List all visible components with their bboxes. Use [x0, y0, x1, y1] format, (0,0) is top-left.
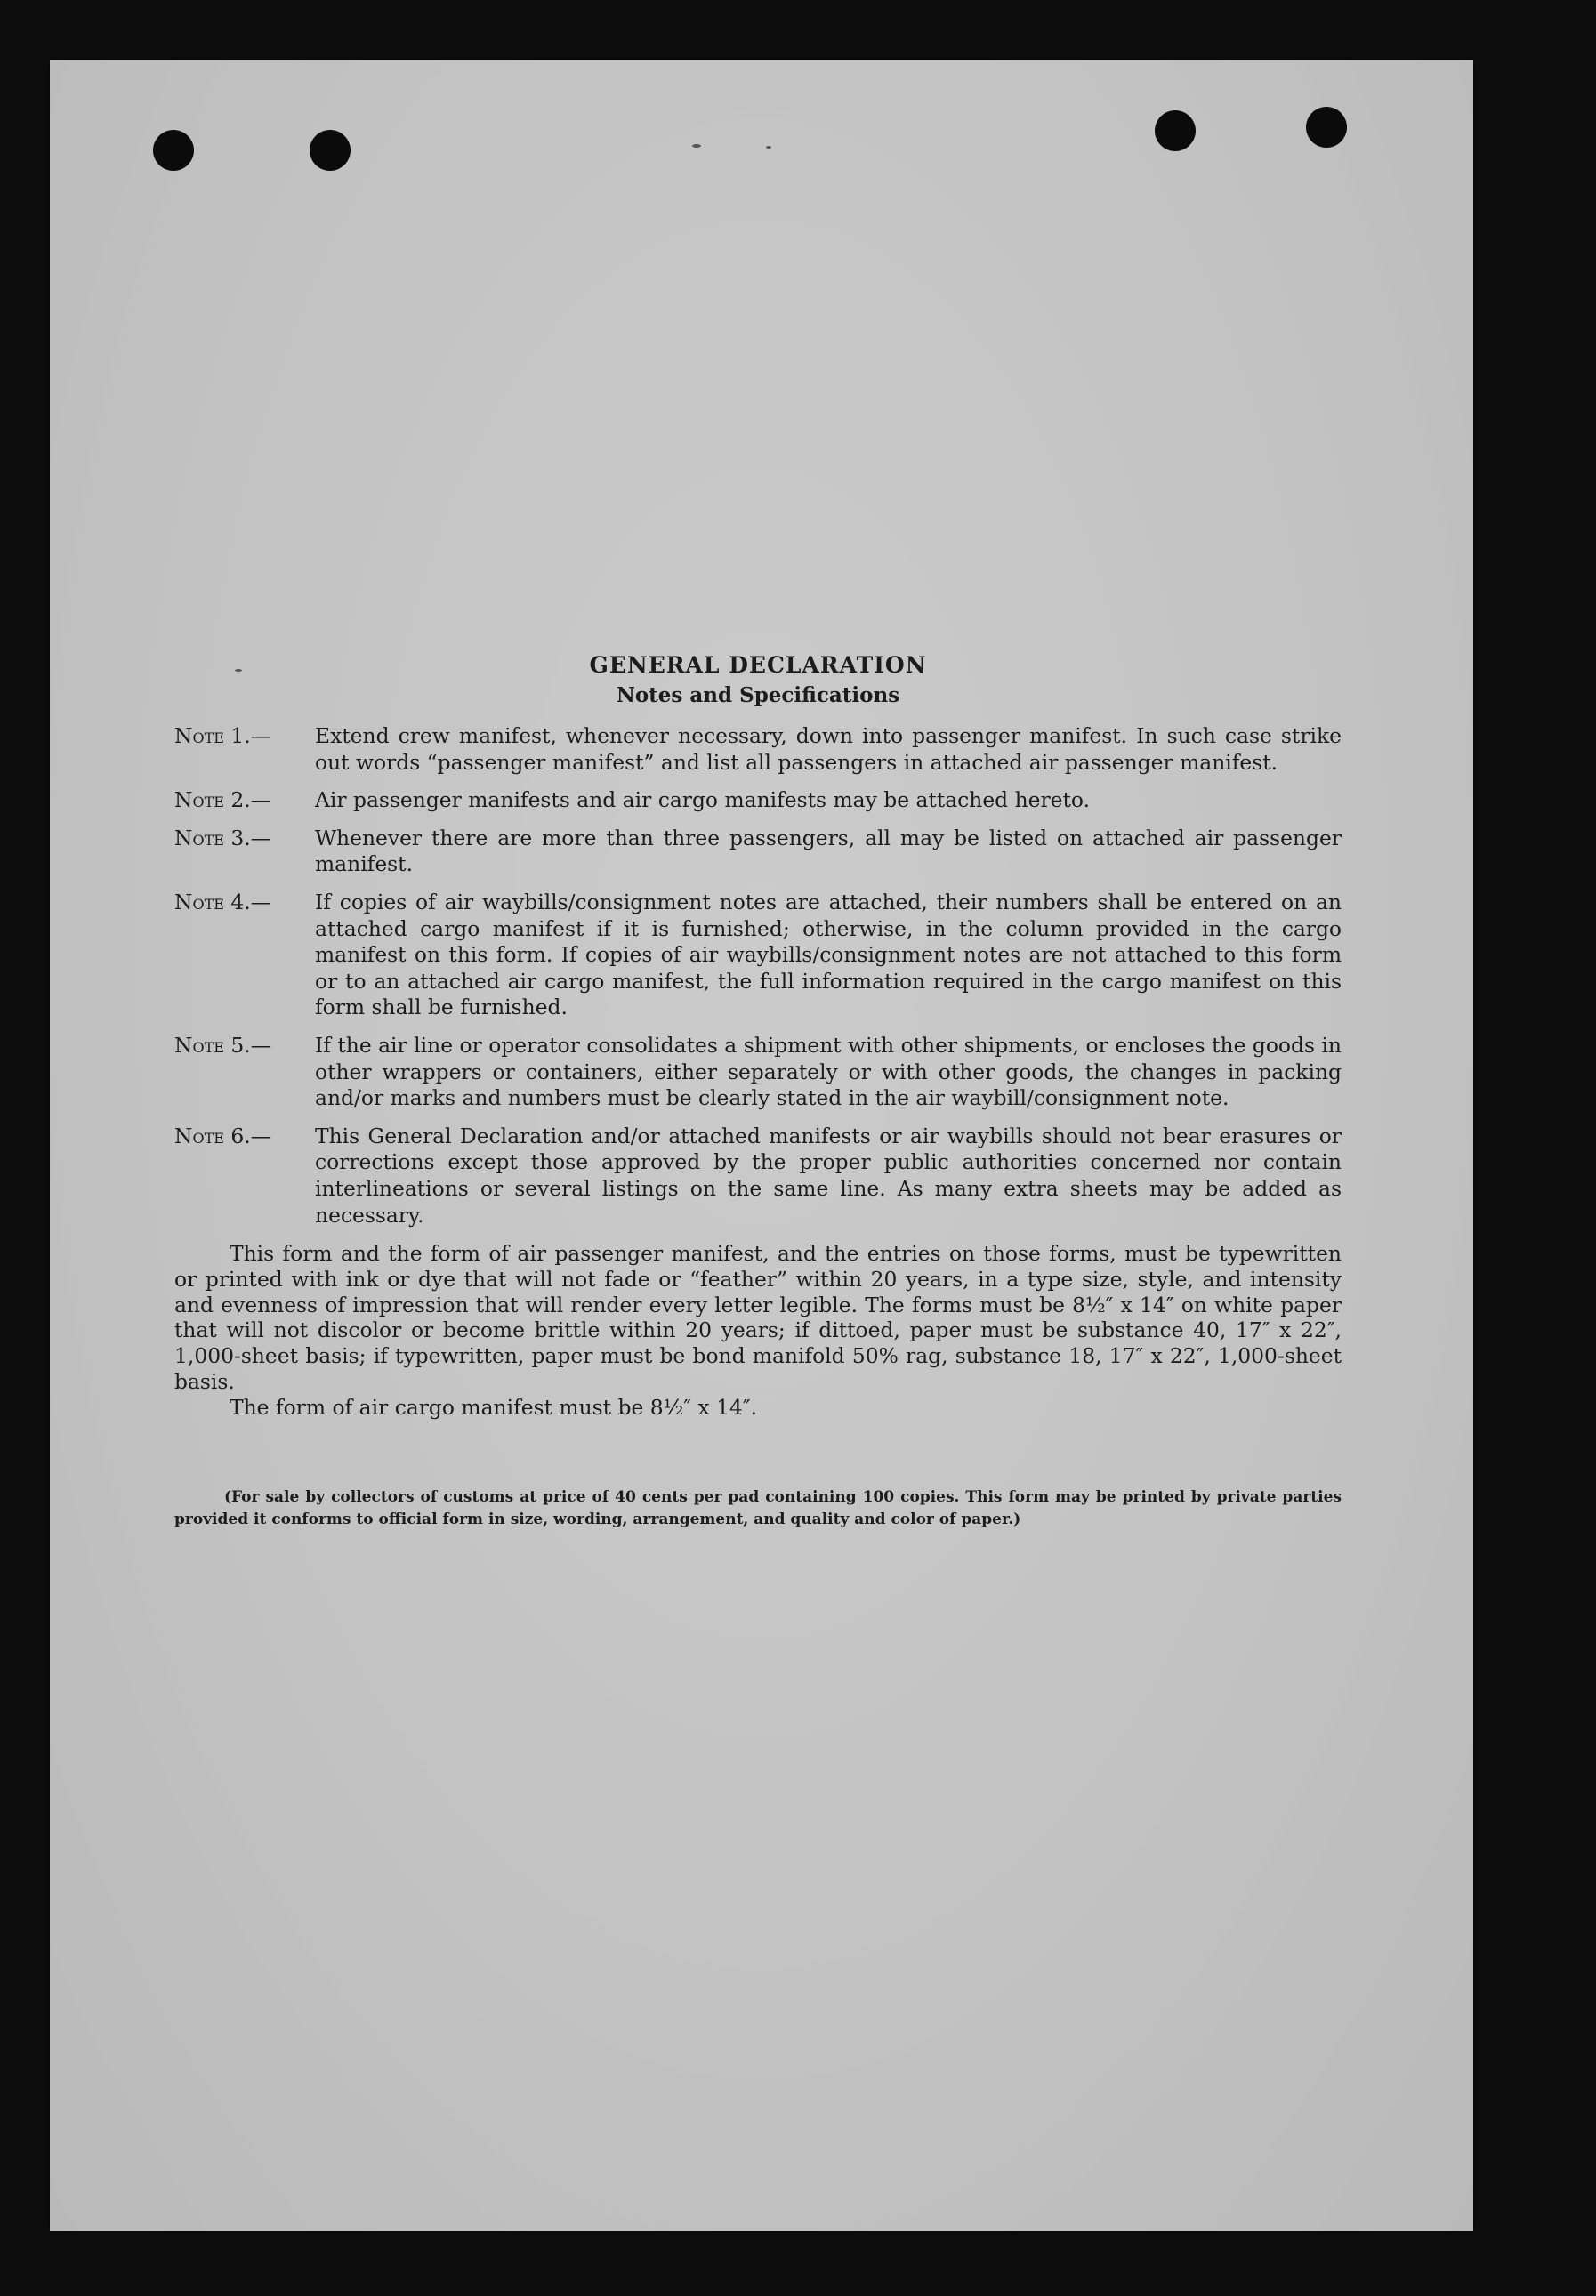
note-label: Note 3.—	[174, 825, 272, 850]
note-2	[174, 787, 1342, 814]
document-title: GENERAL DECLARATION	[589, 652, 927, 678]
note-3	[174, 826, 1342, 878]
document-page	[50, 60, 1473, 2231]
note-6	[174, 1124, 1342, 1229]
declaration-content	[174, 652, 1342, 1531]
punch-hole-left-1	[153, 130, 194, 171]
note-label: Note 4.—	[174, 889, 272, 914]
punch-hole-right-2	[1306, 107, 1347, 148]
punch-hole-right-1	[1155, 110, 1196, 151]
note-text: This General Declaration and/or attached manifests or air waybills should not bear erasures or corrections except those approved by the proper public authorities concerned nor contain interlineations or several listings on the same line. As many extra sheets may be added as necessary.	[315, 1123, 1342, 1228]
note-1	[174, 723, 1342, 776]
scan-speck	[692, 144, 701, 148]
note-label: Note 5.—	[174, 1032, 272, 1058]
note-text: If the air line or operator consolidates a shipment with other shipments, or encloses the goods in other wrappers or containers, either separately or with other goods, the changes in packing and/or marks and numbers must be clearly stated in the air waybill/consignment note.	[315, 1032, 1342, 1111]
cargo-manifest-size-paragraph: The form of air cargo manifest must be 8½″ x 14″.	[230, 1394, 758, 1420]
note-4	[174, 890, 1342, 1021]
document-subtitle: Notes and Specifications	[616, 683, 900, 707]
punch-hole-left-2	[310, 130, 351, 171]
note-5	[174, 1033, 1342, 1112]
note-label: Note 1.—	[174, 723, 272, 748]
note-text: Air passenger manifests and air cargo manifests may be attached hereto.	[315, 787, 1091, 813]
note-label: Note 2.—	[174, 787, 272, 813]
note-text: If copies of air waybills/consignment notes are attached, their numbers shall be entered on an attached cargo manifest if it is furnished; otherwise, in the column provided in the cargo manifest on this form. If copies of air waybills/consignment notes are not attached to this form or to an attached air cargo manifest, the full information required in the cargo manifest on this form shall be furnished.	[315, 889, 1342, 1020]
sale-notice-footer: (For sale by collectors of customs at price of 40 cents per pad containing 100 copies. This form may be printed by private parties provided it conforms to official form in size, wording, arrangement, and quality and color of paper.)	[174, 1487, 1342, 1528]
note-label: Note 6.—	[174, 1123, 272, 1148]
scan-speck	[766, 146, 771, 149]
note-text: Whenever there are more than three passengers, all may be listed on attached air passenger manifest.	[315, 825, 1342, 877]
form-specification-paragraph: This form and the form of air passenger manifest, and the entries on those forms, must be typewritten or printed with ink or dye that will not fade or “feather” within 20 years, in a type size, style, and intensity and evenness of impression that will render every letter legible. The forms must be 8½″ x 14″ on white paper that will not discolor or become brittle within 20 years; if dittoed, paper must be substance 40, 17″ x 22″, 1,000-sheet basis; if typewritten, paper must be bond manifold 50% rag, substance 18, 17″ x 22″, 1,000-sheet basis.	[174, 1241, 1342, 1395]
note-text: Extend crew manifest, whenever necessary, down into passenger manifest. In such case strike out words “passenger manifest” and list all passengers in attached air passenger manifest.	[315, 723, 1342, 775]
